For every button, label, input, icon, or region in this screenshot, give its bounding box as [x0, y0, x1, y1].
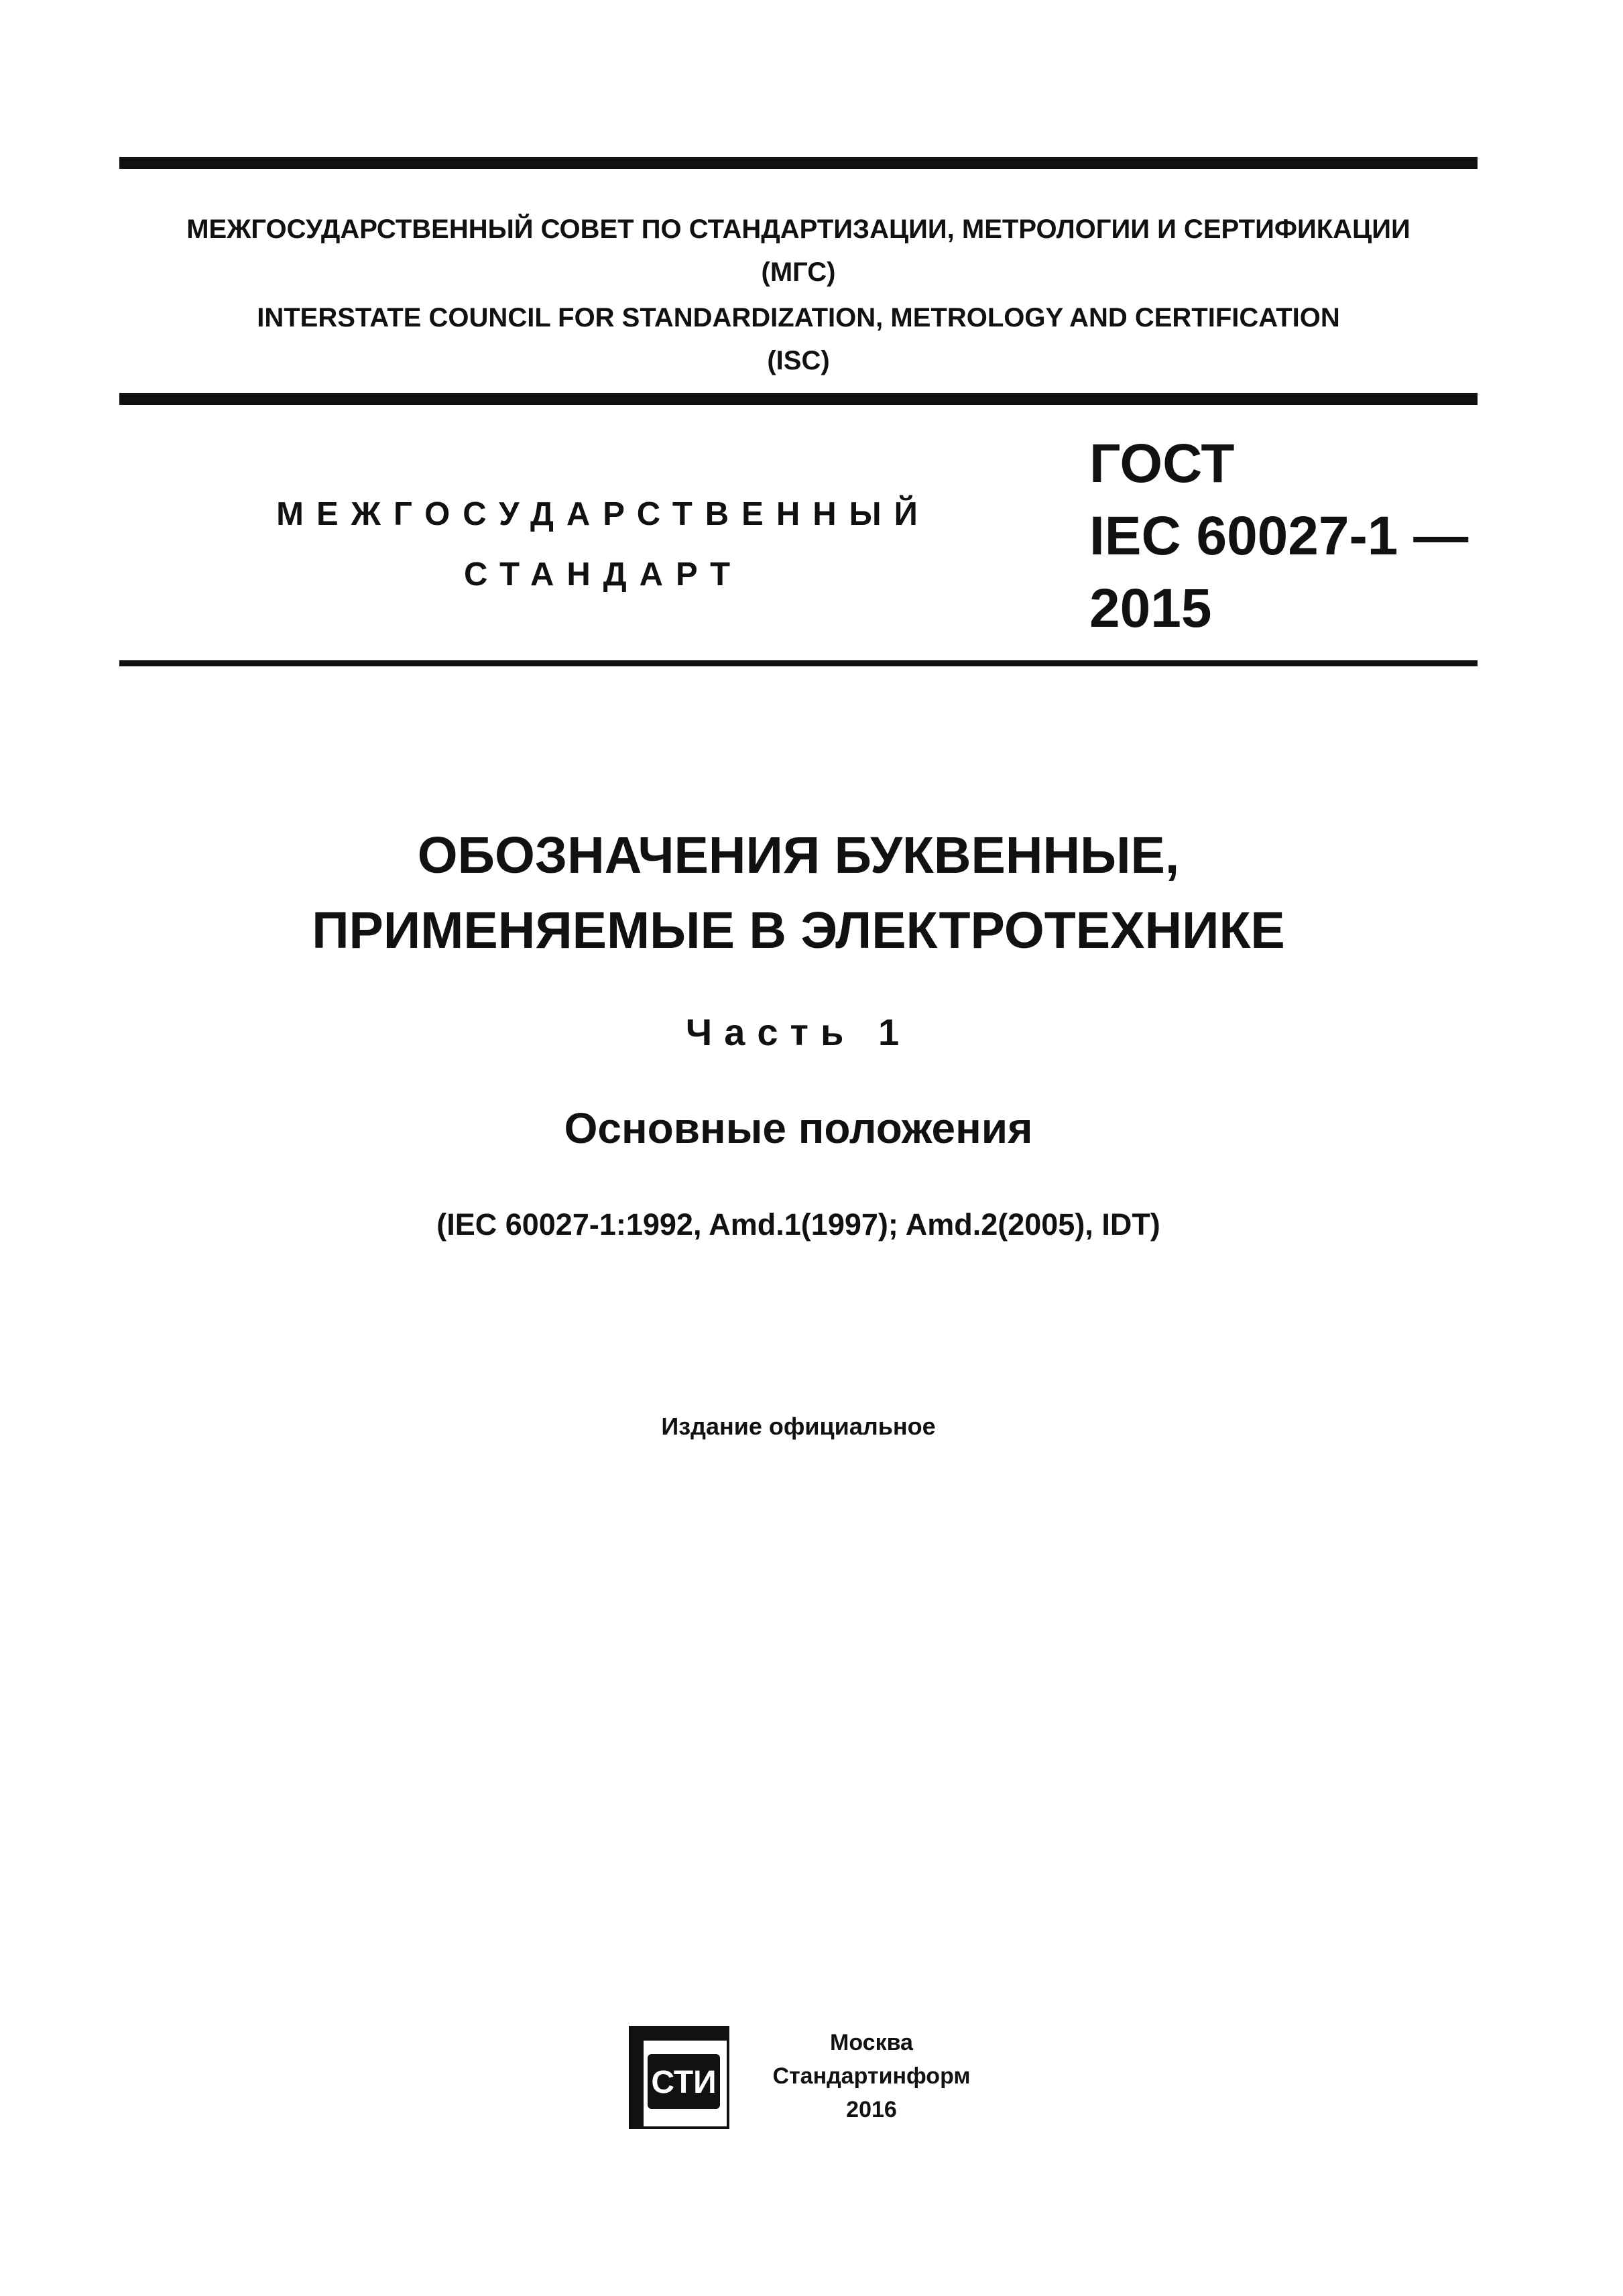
council-name-en-text: INTERSTATE COUNCIL FOR STANDARDIZATION, METROLOGY AND CERTIFICATION [257, 303, 1340, 333]
standartinform-logo-icon [629, 2026, 729, 2129]
document-title [119, 818, 1478, 968]
council-name-ru [119, 208, 1478, 294]
top-rule [119, 157, 1478, 169]
imprint-city: Москва [830, 2030, 913, 2055]
designation-line1: ГОСТ [1089, 433, 1235, 494]
edition-note: Издание официальное [661, 1412, 936, 1440]
standard-designation [1089, 428, 1468, 645]
designation-line2: IEC 60027-1 — [1089, 505, 1469, 566]
document-subtitle: Основные положения [564, 1104, 1033, 1152]
publisher-imprint [731, 2026, 1012, 2126]
council-abbr-ru: (МГС) [761, 257, 836, 287]
iec-reference: (IEC 60027-1:1992, Amd.1(1997); Amd.2(2005), IDT) [436, 1207, 1160, 1242]
document-title-line2: ПРИМЕНЯЕМЫЕ В ЭЛЕКТРОТЕХНИКЕ [312, 902, 1285, 959]
standard-type [268, 484, 939, 605]
document-part: Часть 1 [685, 1011, 912, 1053]
middle-rule [119, 393, 1478, 405]
imprint-year: 2016 [846, 2097, 897, 2122]
document-title-line1: ОБОЗНАЧЕНИЯ БУКВЕННЫЕ, [417, 827, 1180, 884]
imprint-publisher: Стандартинформ [772, 2063, 971, 2089]
standard-type-line2: СТАНДАРТ [463, 556, 743, 593]
logo-text: СТИ [651, 2065, 717, 2100]
council-name-ru-text: МЕЖГОСУДАРСТВЕННЫЙ СОВЕТ ПО СТАНДАРТИЗАЦИИ, МЕТРОЛОГИИ И СЕРТИФИКАЦИИ [186, 215, 1410, 244]
council-abbr-en: (ISC) [767, 346, 830, 375]
standard-type-line1: МЕЖГОСУДАРСТВЕННЫЙ [276, 496, 930, 532]
bottom-rule [119, 660, 1478, 666]
council-name-en [119, 296, 1478, 382]
designation-line3: 2015 [1089, 578, 1212, 639]
